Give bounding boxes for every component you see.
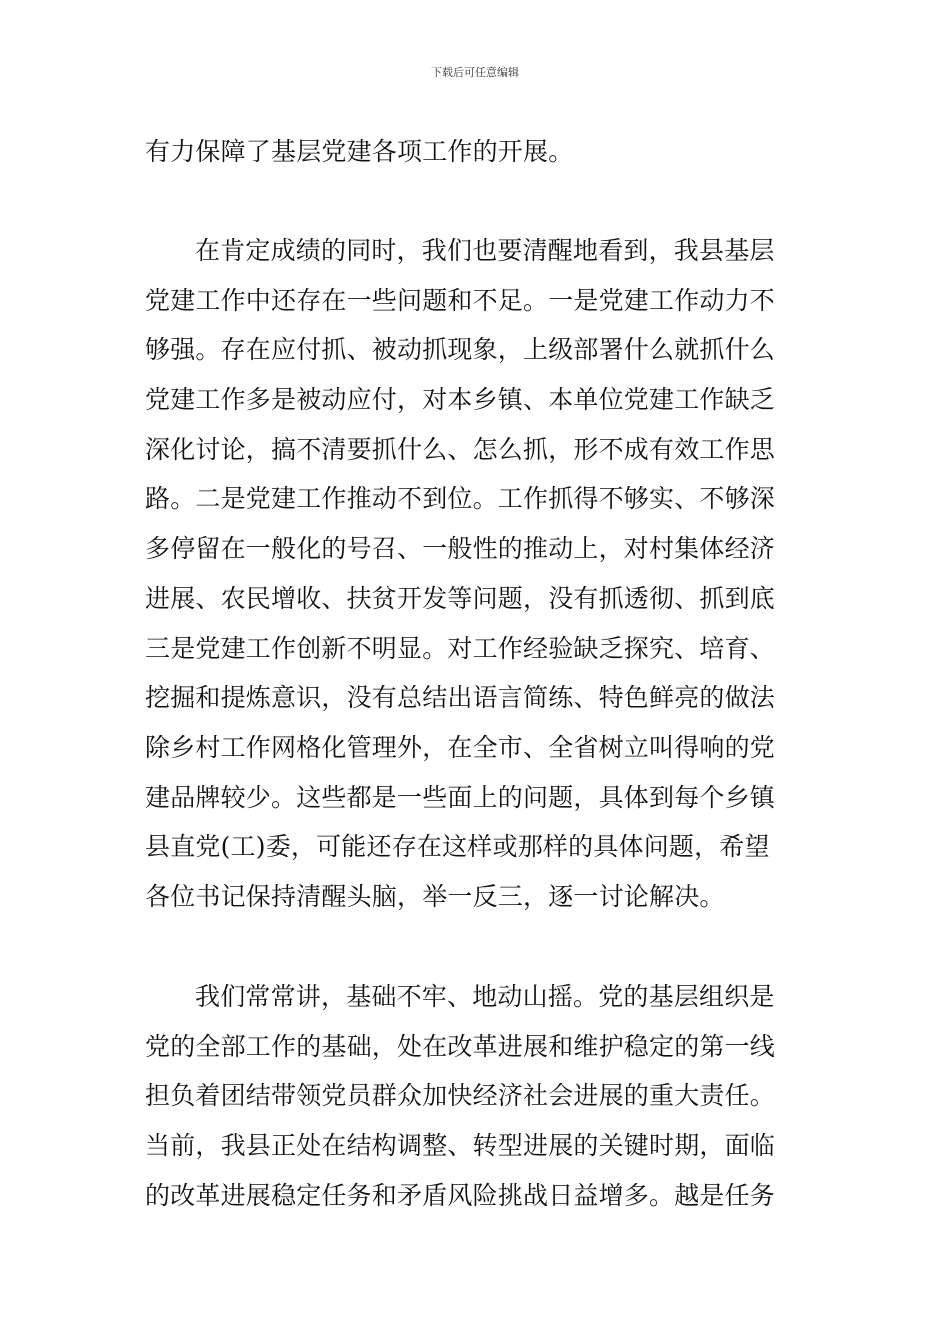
text-line: 我们常常讲，基础不牢、地动山摇。党的基层组织是 <box>195 982 775 1011</box>
text-line: 党建工作中还存在一些问题和不足。一是党建工作动力不 <box>145 285 776 315</box>
text-line: 担负着团结带领党员群众加快经济社会进展的重大责任。 <box>145 1081 776 1111</box>
paragraph-3 <box>145 972 810 1220</box>
page-header: 下载后可任意编辑 <box>431 66 519 79</box>
paragraph-1 <box>145 127 810 177</box>
text-line: 县直党(工)委，可能还存在这样或那样的具体问题，希望 <box>145 832 770 862</box>
text-line: 党建工作多是被动应付，对本乡镇、本单位党建工作缺乏 <box>145 385 776 415</box>
text-line: 的改革进展稳定任务和矛盾风险挑战日益增多。越是任务 <box>145 1180 776 1210</box>
text-line: 在肯定成绩的同时，我们也要清醒地看到，我县基层 <box>195 236 775 265</box>
paragraph-2 <box>145 226 810 922</box>
text-line: 除乡村工作网格化管理外，在全市、全省树立叫得响的党 <box>145 732 776 762</box>
text-line: 进展、农民增收、扶贫开发等问题，没有抓透彻、抓到底 <box>145 583 776 613</box>
text-line: 党的全部工作的基础，处在改革进展和维护稳定的第一线 <box>145 1031 776 1061</box>
text-line: 够强。存在应付抓、被动抓现象，上级部署什么就抓什么 <box>145 335 776 365</box>
text-line: 多停留在一般化的号召、一般性的推动上，对村集体经济 <box>145 534 776 564</box>
text-line: 当前，我县正处在结构调整、转型进展的关键时期，面临 <box>145 1131 776 1161</box>
text-line: 路。二是党建工作推动不到位。工作抓得不够实、不够深 <box>145 484 776 514</box>
text-line: 深化讨论，搞不清要抓什么、怎么抓，形不成有效工作思 <box>145 434 776 464</box>
text-line: 建品牌较少。这些都是一些面上的问题，具体到每个乡镇 <box>145 782 776 812</box>
text-line: 各位书记保持清醒头脑，举一反三，逐一讨论解决。 <box>145 881 725 911</box>
text-line: 挖掘和提炼意识，没有总结出语言简练、特色鲜亮的做法 <box>145 683 776 713</box>
text-line: 有力保障了基层党建各项工作的开展。 <box>145 137 574 166</box>
text-line: 三是党建工作创新不明显。对工作经验缺乏探究、培育、 <box>145 633 776 663</box>
